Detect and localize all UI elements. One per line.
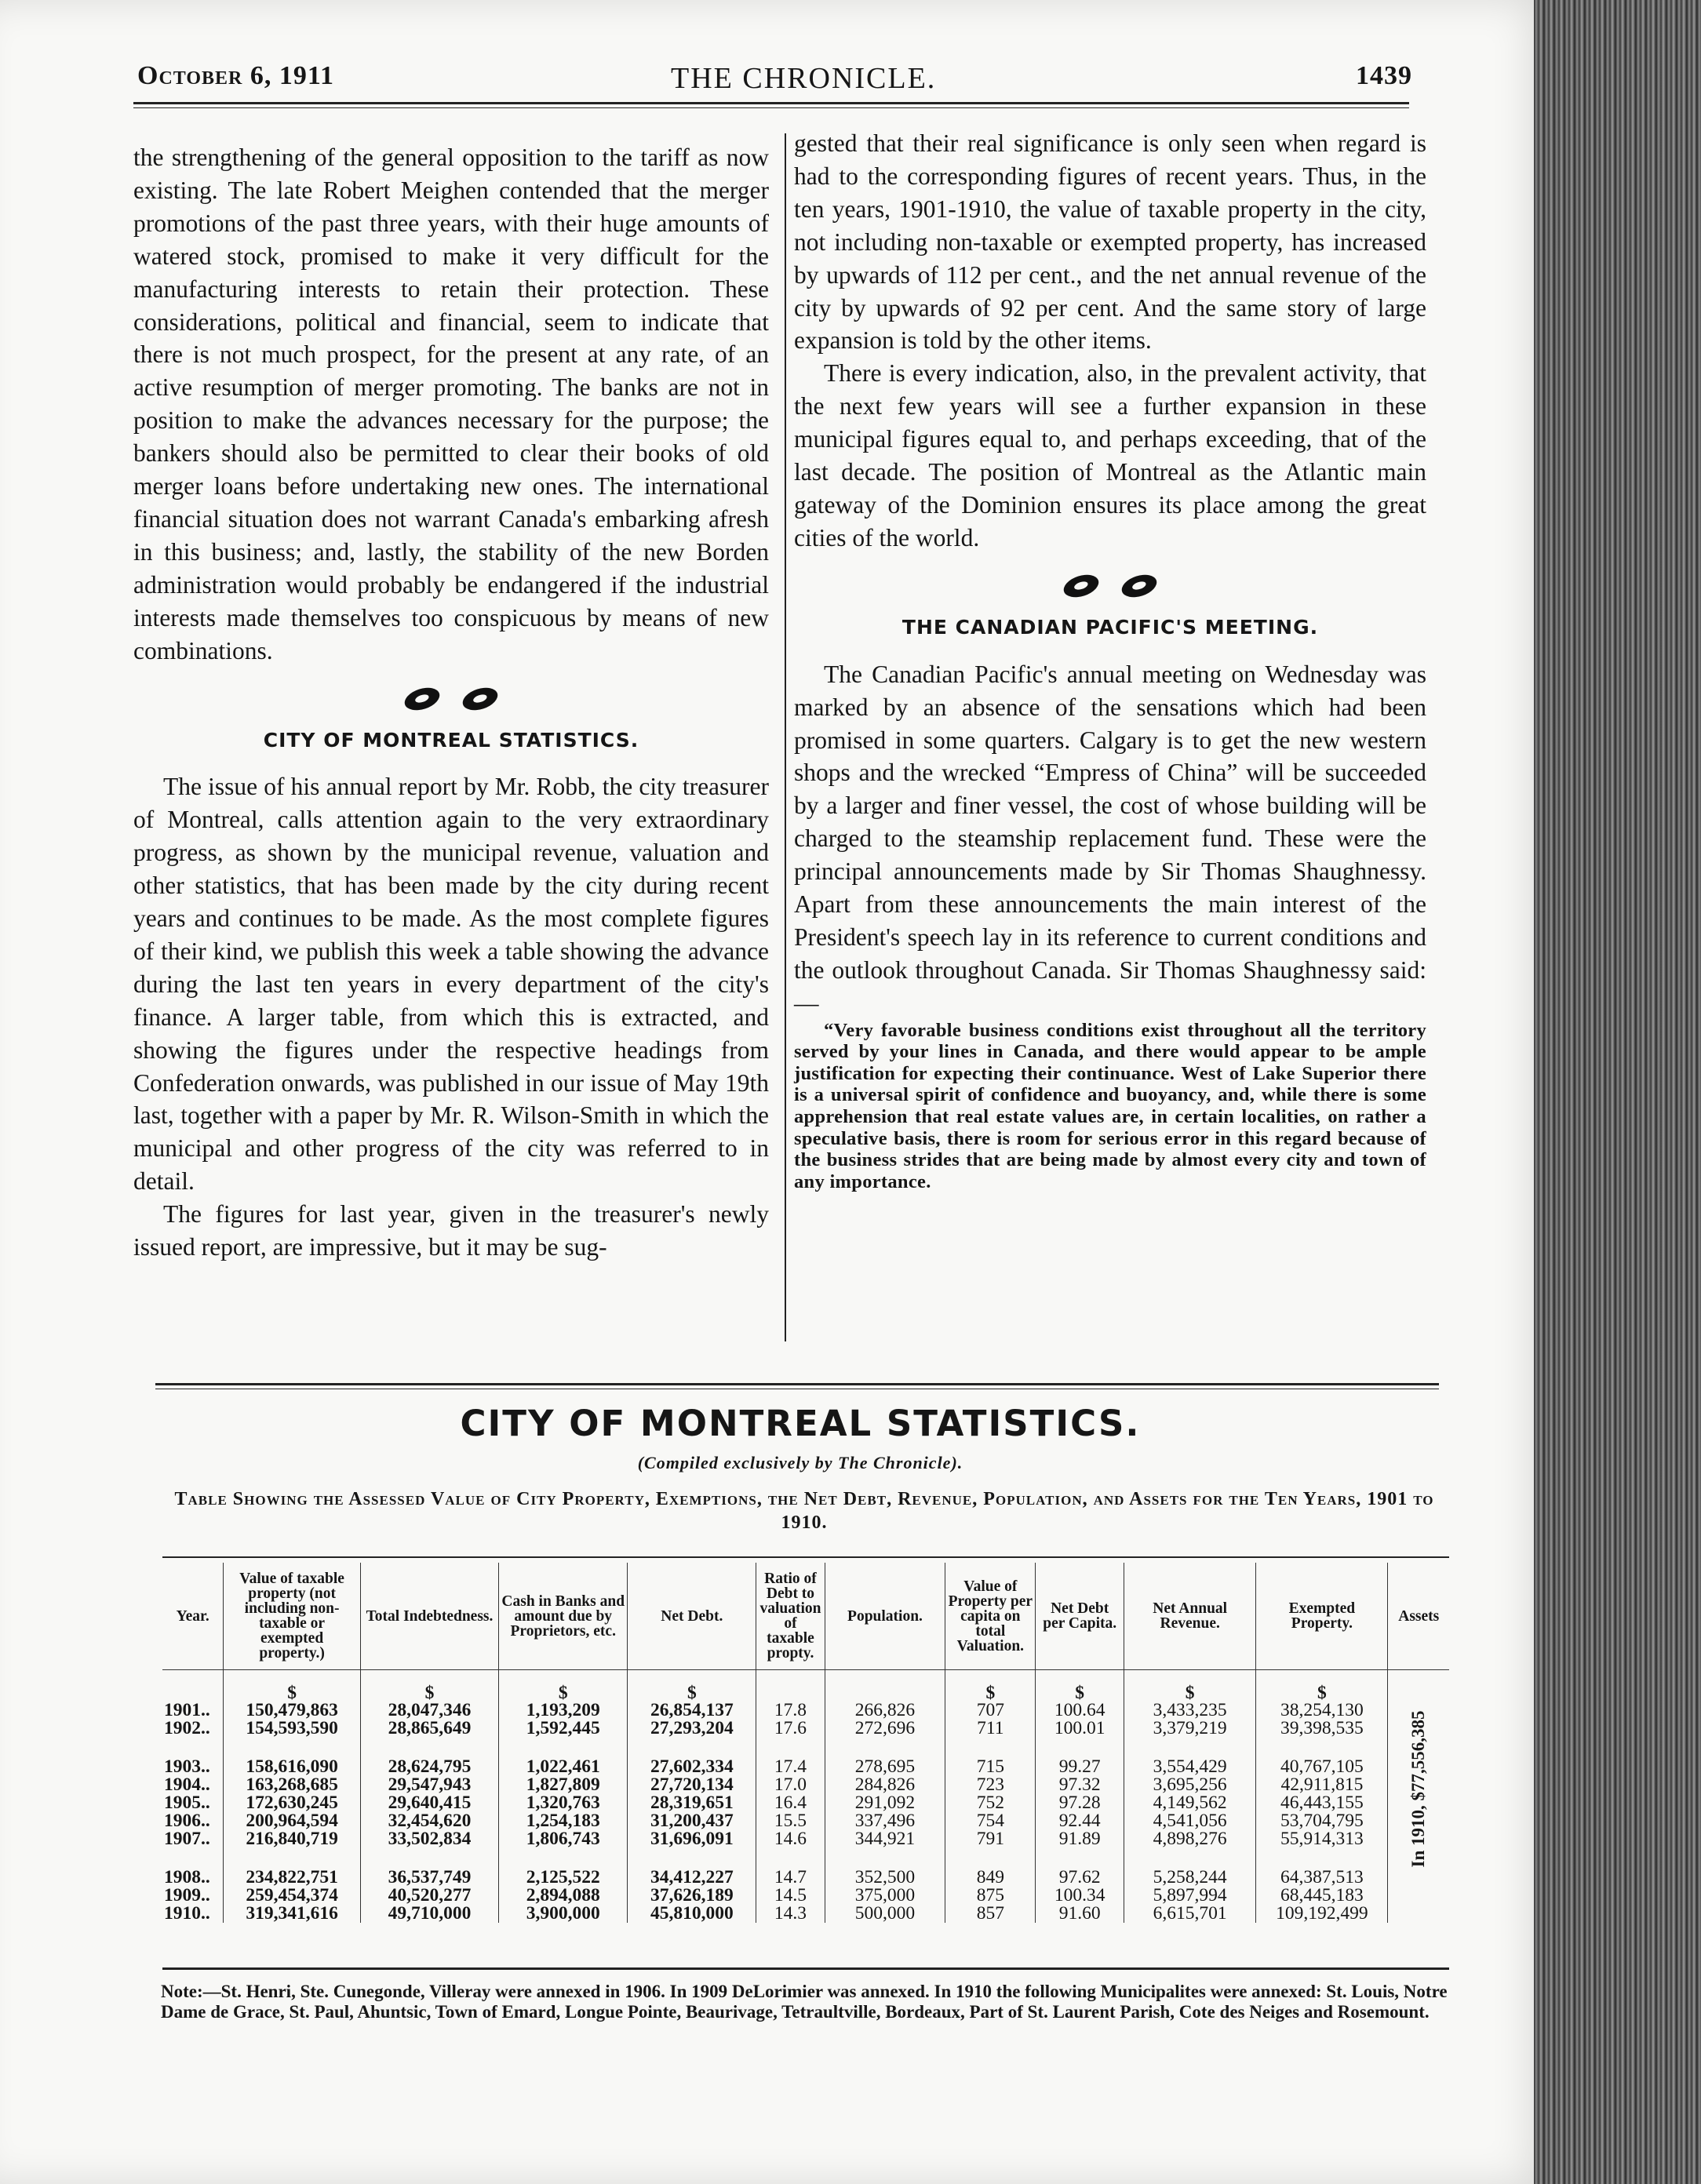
table-cell: 2,894,088	[499, 1887, 628, 1905]
table-cell	[1124, 1848, 1256, 1869]
table-cell: 5,258,244	[1124, 1869, 1256, 1887]
table-row	[162, 1830, 1449, 1848]
table-cell	[756, 1738, 825, 1758]
table-cell: 337,496	[825, 1812, 945, 1830]
table-cell: 319,341,616	[224, 1905, 360, 1923]
table-cell: 1,193,209	[499, 1702, 628, 1720]
table-cell: 17.6	[756, 1720, 825, 1738]
table-cell: 707	[945, 1702, 1036, 1720]
table-year-cell: 1901..	[164, 1700, 210, 1720]
table-cell: 16.4	[756, 1794, 825, 1812]
left-paragraph: The issue of his annual report by Mr. Robb, the city treasurer of Montreal, calls attention again to the very extraordinary progress, as shown by the municipal revenue, valuation and other statistics, that has been made by the city during recent years and continues to be made. As the most complete figures of their kind, we publish this week a table showing the advance during the last ten years in every department of the city's finance. A larger table, from which this is extracted, and showing the figures under the respective headings from Confederation onwards, was published in our issue of May 19th last, together with a paper by Mr. R. Wilson-Smith in which the municipal and other progress of the city was referred to in detail.	[133, 773, 769, 1196]
table-cell: 15.5	[756, 1812, 825, 1830]
table-cell	[360, 1738, 498, 1758]
table-rule-top	[155, 1383, 1439, 1385]
right-paragraph: The Canadian Pacific's annual meeting on Wednesday was marked by an absence of the sensations which had been promised in some quarters. Calgary is to get the new western shops and the wrecked “Empress of China” will be succeeded by a larger and finer vessel, the cost of whose building will be charged to the steamship replacement fund. These were the principal announcements made by Sir Thomas Shaughnessy. Apart from these announcements the main interest of the President's speech lay in its reference to current conditions and the outlook throughout Canada. Sir Thomas Shaughnessy said:—	[794, 660, 1426, 1017]
table-row	[162, 1758, 1449, 1776]
table-cell: 4,541,056	[1124, 1812, 1256, 1830]
left-column	[133, 141, 769, 1264]
table-cell: 4,898,276	[1124, 1830, 1256, 1848]
table-cell: 27,293,204	[628, 1720, 756, 1738]
table-cell: 100.01	[1036, 1720, 1124, 1738]
table-cell: 100.64	[1036, 1702, 1124, 1720]
table-row	[162, 1905, 1449, 1923]
table-cell	[499, 1848, 628, 1869]
table-cell	[945, 1848, 1036, 1869]
table-cell: 375,000	[825, 1887, 945, 1905]
quotation: “Very favorable business conditions exist throughout all the territory served by your lines in Canada, and there would appear to be ample justification for expecting their continuance. West of Lake Superior there is a universal spirit of confidence and buoyancy, and, while there is some apprehension that real estate values are, in certain localities, on rather a speculative basis, there is room for serious error in this regard because of the business strides that are being made by almost every city and town of any importance.	[794, 1019, 1426, 1192]
table-cell: 14.5	[756, 1887, 825, 1905]
table-cell: 715	[945, 1758, 1036, 1776]
table-cell: 754	[945, 1812, 1036, 1830]
table-cell: 14.3	[756, 1905, 825, 1923]
table-year-cell: 1910..	[164, 1903, 210, 1924]
table-cell: 154,593,590	[224, 1720, 360, 1738]
left-paragraph: the strengthening of the general opposition to the tariff as now existing. The late Robert Meighen contended that the merger promotions of the past three years, with their huge amounts of watered stock, promised to make it very difficult for the manufacturing interests to retain their protection. These considerations, political and financial, seem to indicate that there is not much prospect, for the present at any rate, of an active resumption of merger promoting. The banks are not in position to make the advances necessary for the purpose; the bankers should also be permitted to clear their books of old merger loans before undertaking new ones. The international financial situation does not warrant Canada's embarking afresh in this business; and, lastly, the stability of the new Borden administration would probably be endangered if the industrial interests made themselves too conspicuous by means of new combinations.	[133, 144, 769, 664]
table-cell: 849	[945, 1869, 1036, 1887]
table-unit-cell: $	[1124, 1670, 1256, 1702]
table-cell: 500,000	[825, 1905, 945, 1923]
table-cell: 28,624,795	[360, 1758, 498, 1776]
table-compiled-note: (Compiled exclusively by The Chronicle).	[637, 1453, 963, 1472]
table-cell: 97.32	[1036, 1776, 1124, 1794]
table-unit-cell	[825, 1670, 945, 1702]
table-gap-row	[162, 1738, 1449, 1758]
table-cell	[162, 1848, 224, 1869]
table-cell: 1,827,809	[499, 1776, 628, 1794]
table-cell: 857	[945, 1905, 1036, 1923]
table-unit-cell	[756, 1670, 825, 1702]
book-spine	[1534, 0, 1701, 2184]
table-header-rule	[162, 1556, 1449, 1558]
table-cell: 158,616,090	[224, 1758, 360, 1776]
table-cell	[1256, 1738, 1388, 1758]
table-cell: 791	[945, 1830, 1036, 1848]
table-cell: 1,320,763	[499, 1794, 628, 1812]
table-cell: 6,615,701	[1124, 1905, 1256, 1923]
table-unit-cell: $	[499, 1670, 628, 1702]
table-cell: 40,520,277	[360, 1887, 498, 1905]
table-cell: 31,200,437	[628, 1812, 756, 1830]
table-year-cell: 1906..	[164, 1811, 210, 1831]
table-cell: 39,398,535	[1256, 1720, 1388, 1738]
table-cell	[1124, 1738, 1256, 1758]
table-header-cell: Net Annual Revenue.	[1124, 1563, 1256, 1670]
table-rule-bottom	[162, 1967, 1449, 1970]
table-cell: 150,479,863	[224, 1702, 360, 1720]
table-cell: 278,695	[825, 1758, 945, 1776]
table-header-cell: Value of Property per capita on total Valuation.	[945, 1563, 1036, 1670]
table-cell: 1,592,445	[499, 1720, 628, 1738]
table-year-cell: 1908..	[164, 1867, 210, 1887]
table-cell: 100.34	[1036, 1887, 1124, 1905]
table-cell: 97.62	[1036, 1869, 1124, 1887]
table-cell: 752	[945, 1794, 1036, 1812]
table-cell: 5,897,994	[1124, 1887, 1256, 1905]
table-cell	[756, 1848, 825, 1869]
table-cell	[499, 1738, 628, 1758]
table-cell: 40,767,105	[1256, 1758, 1388, 1776]
table-cell: 14.6	[756, 1830, 825, 1848]
table-year-cell: 1905..	[164, 1793, 210, 1813]
table-unit-cell: $	[360, 1670, 498, 1702]
table-cell: 1,806,743	[499, 1830, 628, 1848]
table-cell	[628, 1848, 756, 1869]
table-cell: 42,911,815	[1256, 1776, 1388, 1794]
table-cell: 2,125,522	[499, 1869, 628, 1887]
table-cell: 91.89	[1036, 1830, 1124, 1848]
table-row	[162, 1812, 1449, 1830]
section-ornament	[794, 572, 1426, 603]
table-cell: 53,704,795	[1256, 1812, 1388, 1830]
table-footnote: Note:—St. Henri, Ste. Cunegonde, Villeray were annexed in 1906. In 1909 DeLorimier was annexed. In 1910 the following Municipalites were annexed: St. Louis, Notre Dame de Grace, St. Paul, Ahuntsic, Town of Emard, Longue Pointe, Beaurivage, Tetraultville, Bordeaux, Part of St. Laurent Parish, Cote des Neiges and Rosemount.	[161, 1982, 1448, 2022]
table-unit-cell: $	[628, 1670, 756, 1702]
table-cell: 49,710,000	[360, 1905, 498, 1923]
table-cell: 3,554,429	[1124, 1758, 1256, 1776]
table-cell	[224, 1738, 360, 1758]
table-cell: 216,840,719	[224, 1830, 360, 1848]
table-row	[162, 1776, 1449, 1794]
table-row	[162, 1794, 1449, 1812]
table-unit-cell: $	[945, 1670, 1036, 1702]
table-cell: 45,810,000	[628, 1905, 756, 1923]
table-cell: 1,254,183	[499, 1812, 628, 1830]
table-cell: 38,254,130	[1256, 1702, 1388, 1720]
table-cell: 266,826	[825, 1702, 945, 1720]
assets-note: In 1910, $77,556,385	[1388, 1670, 1449, 1924]
section-heading-cpr: THE CANADIAN PACIFIC'S MEETING.	[901, 615, 1319, 639]
table-cell: 163,268,685	[224, 1776, 360, 1794]
table-cell: 32,454,620	[360, 1812, 498, 1830]
table-header-cell: Assets	[1388, 1563, 1449, 1670]
table-cell: 31,696,091	[628, 1830, 756, 1848]
table-cell: 27,720,134	[628, 1776, 756, 1794]
table-cell	[1256, 1848, 1388, 1869]
table-cell: 28,047,346	[360, 1702, 498, 1720]
table-cell: 4,149,562	[1124, 1794, 1256, 1812]
table-cell: 272,696	[825, 1720, 945, 1738]
right-column	[794, 127, 1426, 1192]
table-cell	[162, 1670, 224, 1702]
table-year-cell: 1903..	[164, 1756, 210, 1777]
table-cell	[628, 1738, 756, 1758]
table-cell: 344,921	[825, 1830, 945, 1848]
table-cell: 234,822,751	[224, 1869, 360, 1887]
table-cell	[825, 1848, 945, 1869]
table-cell: 3,433,235	[1124, 1702, 1256, 1720]
table-cell: 37,626,189	[628, 1887, 756, 1905]
table-cell: 99.27	[1036, 1758, 1124, 1776]
statistics-table	[162, 1563, 1449, 1923]
table-cell	[162, 1738, 224, 1758]
table-row	[162, 1720, 1449, 1738]
table-cell: 68,445,183	[1256, 1887, 1388, 1905]
header-rule-bottom	[133, 107, 1409, 108]
header-date: October 6, 1911	[137, 61, 334, 90]
table-cell: 97.28	[1036, 1794, 1124, 1812]
header-title: THE CHRONICLE.	[671, 62, 937, 95]
table-header-cell: Net Debt.	[628, 1563, 756, 1670]
table-cell: 91.60	[1036, 1905, 1124, 1923]
table-description: Table Showing the Assessed Value of City Property, Exemptions, the Net Debt, Revenue, Population, and Assets for the Ten Years, 1901 to 1910.	[174, 1489, 1434, 1533]
table-cell: 92.44	[1036, 1812, 1124, 1830]
table-cell	[1036, 1738, 1124, 1758]
table-cell	[945, 1738, 1036, 1758]
table-row	[162, 1702, 1449, 1720]
header-rule-top	[133, 102, 1409, 104]
table-header-cell: Population.	[825, 1563, 945, 1670]
table-cell: 34,412,227	[628, 1869, 756, 1887]
table-header-cell: Year.	[162, 1563, 224, 1670]
right-paragraph: gested that their real significance is only seen when regard is had to the corresponding figures of recent years. Thus, in the ten years, 1901-1910, the value of taxable property in the city, not including non-taxable or exempted property, has increased by upwards of 112 per cent., and the net annual revenue of the city by upwards of 92 per cent. And the same story of large expansion is told by the other items.	[794, 129, 1426, 355]
table-cell: 17.8	[756, 1702, 825, 1720]
left-paragraph: The figures for last year, given in the treasurer's newly issued report, are impressive, but it may be sug-	[133, 1200, 769, 1261]
right-paragraph: There is every indication, also, in the prevalent activity, that the next few years will see a further expansion in these municipal figures equal to, and perhaps exceeding, that of the last decade. The position of Montreal as the Atlantic main gateway of the Dominion ensures its place among the great cities of the world.	[794, 359, 1426, 551]
table-cell: 3,379,219	[1124, 1720, 1256, 1738]
table-title: CITY OF MONTREAL STATISTICS.	[460, 1403, 1141, 1444]
table-cell: 711	[945, 1720, 1036, 1738]
table-unit-cell: $	[1036, 1670, 1124, 1702]
table-cell: 36,537,749	[360, 1869, 498, 1887]
table-cell: 1,022,461	[499, 1758, 628, 1776]
table-cell: 33,502,834	[360, 1830, 498, 1848]
table-year-cell: 1907..	[164, 1829, 210, 1849]
table-cell: 284,826	[825, 1776, 945, 1794]
table-cell: 17.4	[756, 1758, 825, 1776]
table-unit-cell: $	[224, 1670, 360, 1702]
table-cell: 172,630,245	[224, 1794, 360, 1812]
table-gap-row	[162, 1848, 1449, 1869]
table-cell: 259,454,374	[224, 1887, 360, 1905]
table-cell: 27,602,334	[628, 1758, 756, 1776]
table-year-cell: 1902..	[164, 1718, 210, 1738]
table-header-cell: Cash in Banks and amount due by Proprietors, etc.	[499, 1563, 628, 1670]
table-year-cell: 1909..	[164, 1885, 210, 1906]
table-cell	[825, 1738, 945, 1758]
table-header-cell: Exempted Property.	[1256, 1563, 1388, 1670]
table-cell: 26,854,137	[628, 1702, 756, 1720]
table-cell: 14.7	[756, 1869, 825, 1887]
table-unit-cell: $	[1256, 1670, 1388, 1702]
table-row	[162, 1887, 1449, 1905]
column-divider	[785, 133, 786, 1341]
table-cell: 55,914,313	[1256, 1830, 1388, 1848]
table-header-cell: Ratio of Debt to valuation of taxable propty.	[756, 1563, 825, 1670]
table-cell: 28,865,649	[360, 1720, 498, 1738]
table-cell: 352,500	[825, 1869, 945, 1887]
table-header-cell: Value of taxable property (not including non-taxable or exempted property.)	[224, 1563, 360, 1670]
table-cell	[360, 1848, 498, 1869]
table-header-cell: Total Indebtedness.	[360, 1563, 498, 1670]
table-row	[162, 1869, 1449, 1887]
table-cell: 64,387,513	[1256, 1869, 1388, 1887]
table-cell: 875	[945, 1887, 1036, 1905]
table-cell: 17.0	[756, 1776, 825, 1794]
header-page-number: 1439	[1356, 61, 1412, 90]
table-cell: 109,192,499	[1256, 1905, 1388, 1923]
table-cell	[224, 1848, 360, 1869]
table-cell: 29,640,415	[360, 1794, 498, 1812]
section-ornament	[133, 685, 769, 716]
table-cell: 3,695,256	[1124, 1776, 1256, 1794]
section-heading-montreal: CITY OF MONTREAL STATISTICS.	[263, 728, 639, 752]
table-cell	[1036, 1848, 1124, 1869]
table-cell: 291,092	[825, 1794, 945, 1812]
table-cell: 3,900,000	[499, 1905, 628, 1923]
table-header-cell: Net Debt per Capita.	[1036, 1563, 1124, 1670]
table-cell: 46,443,155	[1256, 1794, 1388, 1812]
table-cell: 200,964,594	[224, 1812, 360, 1830]
table-cell: 723	[945, 1776, 1036, 1794]
table-cell: 29,547,943	[360, 1776, 498, 1794]
table-unit-row	[162, 1670, 1449, 1702]
table-year-cell: 1904..	[164, 1774, 210, 1795]
table-cell: 28,319,651	[628, 1794, 756, 1812]
